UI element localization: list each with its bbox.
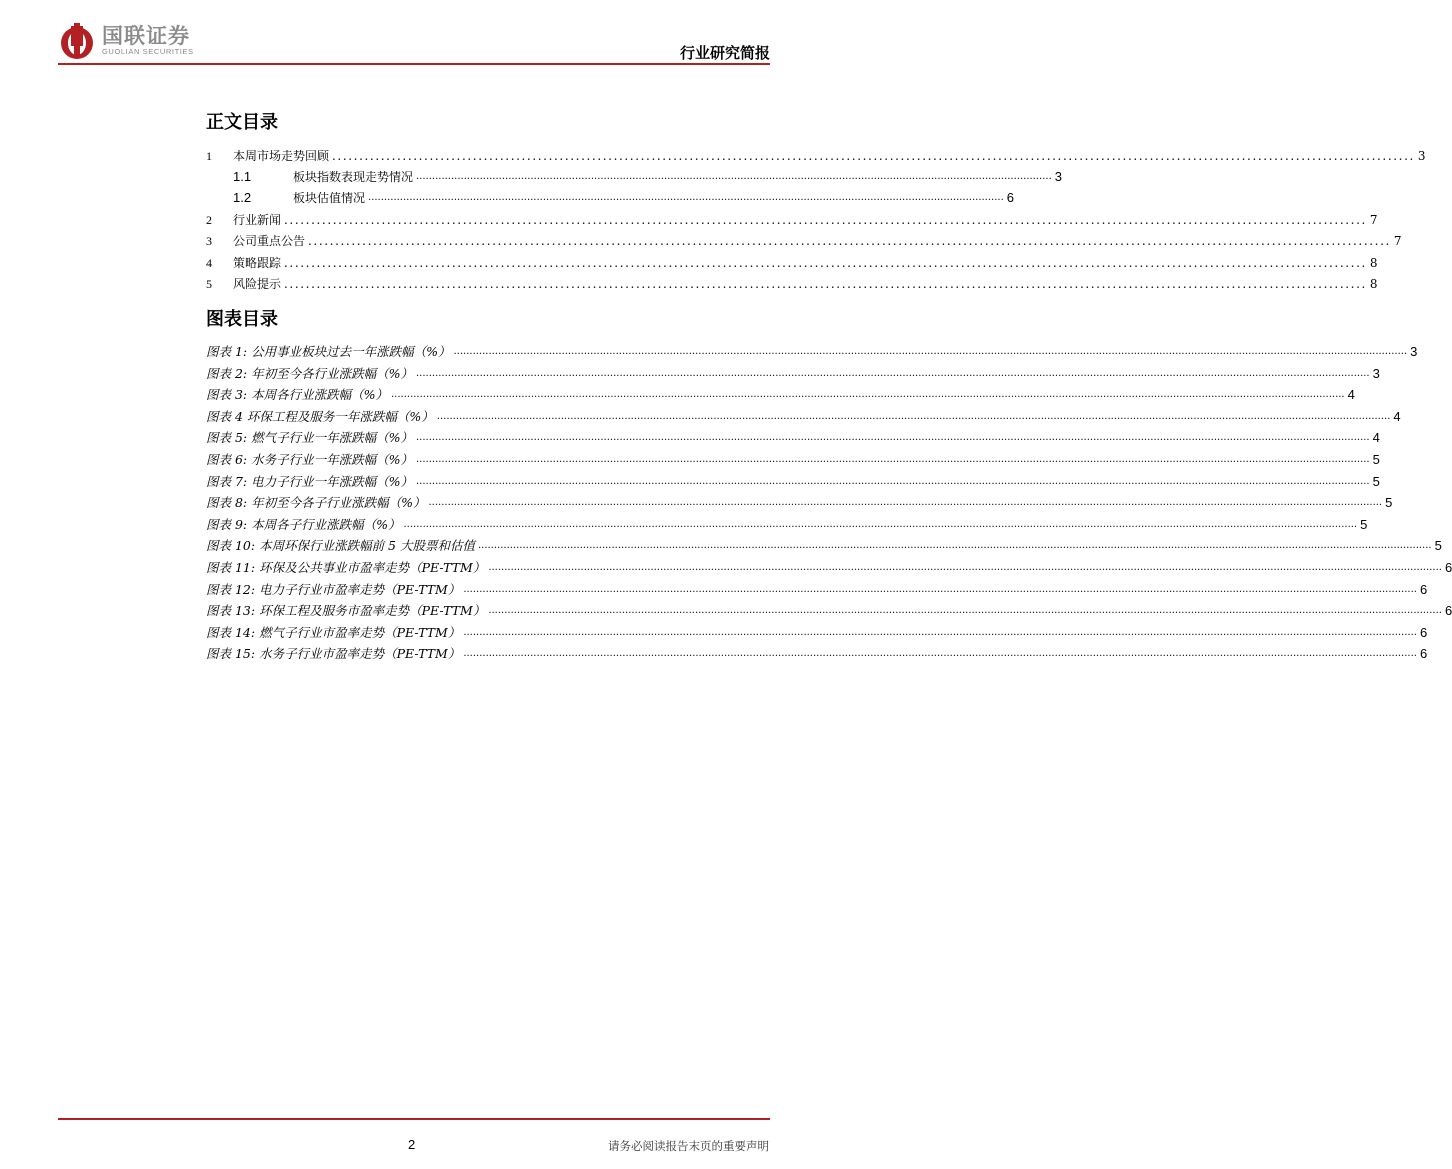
toc-entry-page: 3 <box>1054 169 1062 184</box>
figure-entry-label: 图表 6: 水务子行业一年涨跌幅（%） <box>206 452 413 467</box>
toc-entry-number: 2 <box>206 213 212 227</box>
toc-entry-number: 3 <box>206 234 212 248</box>
figure-leader-dots: ............................................................................................................................................................................................................................................................................................................ <box>416 454 1370 465</box>
figure-entry[interactable] <box>206 383 1355 403</box>
figure-entry[interactable] <box>206 578 1428 598</box>
figure-leader-dots: ............................................................................................................................................................................................................................................................................................................ <box>403 519 1358 530</box>
figure-entry-page: 4 <box>1393 409 1401 424</box>
figure-entry[interactable] <box>206 534 1442 554</box>
toc-entry-label: 本周市场走势回顾 <box>233 149 330 163</box>
figure-entry-page: 4 <box>1347 387 1355 402</box>
figure-leader-dots: ............................................................................................................................................................................................................................................................................................................ <box>488 562 1442 573</box>
figure-leader-dots: ............................................................................................................................................................................................................................................................................................................ <box>463 627 1417 638</box>
toc-entry-label: 策略跟踪 <box>233 256 282 270</box>
toc-entry-number: 5 <box>206 277 212 291</box>
logo-chinese-name: 国联证券 <box>102 23 190 48</box>
toc-entry-label: 行业新闻 <box>233 213 282 227</box>
figure-entry-page: 4 <box>1372 430 1380 445</box>
figure-entry[interactable] <box>206 513 1368 533</box>
toc-entry[interactable] <box>206 272 1378 292</box>
figure-entry-page: 5 <box>1372 452 1380 467</box>
figure-entry-label: 图表 14: 燃气子行业市盈率走势（PE-TTM） <box>206 625 461 640</box>
toc-entry-number: 4 <box>206 256 212 270</box>
figure-entry-page: 3 <box>1410 344 1418 359</box>
figure-entry-label: 图表 2: 年初至今各行业涨跌幅（%） <box>206 366 413 381</box>
report-type: 行业研究简报 <box>679 44 770 62</box>
toc-entry-page: 7 <box>1369 213 1378 227</box>
figure-entry[interactable] <box>206 362 1380 382</box>
page-header <box>58 18 770 66</box>
figure-entry[interactable] <box>206 556 1452 576</box>
toc-entry-page: 3 <box>1417 149 1426 163</box>
toc-entry[interactable] <box>206 208 1378 228</box>
figure-leader-dots: ............................................................................................................................................................................................................................................................................................................ <box>416 368 1370 379</box>
figure-entry-label: 图表 11: 环保及公共事业市盈率走势（PE-TTM） <box>206 560 486 575</box>
figure-entry-page: 6 <box>1419 582 1428 597</box>
figure-entry[interactable] <box>206 448 1380 468</box>
toc-entry-page: 6 <box>1006 190 1014 205</box>
figure-leader-dots: ............................................................................................................................................................................................................................................................................................................ <box>391 389 1345 400</box>
figure-entry-page: 6 <box>1419 646 1428 661</box>
guolian-logo-icon <box>58 21 96 59</box>
figure-leader-dots: ............................................................................................................................................................................................................................................................................................................ <box>463 584 1417 595</box>
figure-entry[interactable] <box>206 621 1428 641</box>
toc-entry-label: 风险提示 <box>233 277 282 291</box>
figure-entry-label: 图表 13: 环保工程及服务市盈率走势（PE-TTM） <box>206 603 486 618</box>
toc-leader-dots: ........................................................................................................................................................................................................ <box>308 234 1391 248</box>
toc-leader-dots: ........................................................................................................................................................................................................ <box>368 192 1004 203</box>
figure-leader-dots: ............................................................................................................................................................................................................................................................................................................ <box>463 648 1417 659</box>
figure-entry-label: 图表 15: 水务子行业市盈率走势（PE-TTM） <box>206 646 461 661</box>
toc-entry[interactable] <box>206 144 1426 164</box>
figure-leader-dots: ............................................................................................................................................................................................................................................................................................................ <box>428 497 1383 508</box>
toc-entry-page: 8 <box>1369 256 1378 270</box>
figure-leader-dots: ............................................................................................................................................................................................................................................................................................................ <box>453 346 1408 357</box>
figure-entry-label: 图表 5: 燃气子行业一年涨跌幅（%） <box>206 430 413 445</box>
figure-leader-dots: ............................................................................................................................................................................................................................................................................................................ <box>436 411 1391 422</box>
toc-entry-number: 1.2 <box>233 190 252 205</box>
page-number: 2 <box>408 1137 416 1152</box>
header-divider <box>58 63 770 65</box>
figure-entry[interactable] <box>206 491 1393 511</box>
toc-entry[interactable] <box>233 165 1062 185</box>
toc-entry-page: 7 <box>1393 234 1402 248</box>
figure-entry[interactable] <box>206 405 1401 425</box>
figures-title: 图表目录 <box>206 309 278 330</box>
figure-leader-dots: ............................................................................................................................................................................................................................................................................................................ <box>477 540 1432 551</box>
toc-entry-page: 8 <box>1369 277 1378 291</box>
figure-entry-page: 5 <box>1434 538 1442 553</box>
footer-divider <box>58 1118 770 1120</box>
toc-entry[interactable] <box>206 251 1378 271</box>
footer-disclaimer: 请务必阅读报告末页的重要声明 <box>608 1139 769 1153</box>
figure-entry-label: 图表 8: 年初至今各子行业涨跌幅（%） <box>206 495 426 510</box>
figure-entry-page: 5 <box>1360 517 1368 532</box>
figure-entry-page: 6 <box>1444 603 1452 618</box>
toc-leader-dots: ........................................................................................................................................................................................................ <box>332 149 1415 163</box>
figure-leader-dots: ............................................................................................................................................................................................................................................................................................................ <box>416 476 1370 487</box>
figure-entry-label: 图表 9: 本周各子行业涨跌幅（%） <box>206 517 401 532</box>
logo-english-name: GUOLIAN SECURITIES <box>102 46 194 56</box>
toc-leader-dots: ........................................................................................................................................................................................................ <box>284 256 1367 270</box>
toc-entry-number: 1 <box>206 149 212 163</box>
toc-entry-number: 1.1 <box>233 169 252 184</box>
company-logo <box>58 20 194 60</box>
figure-entry-page: 3 <box>1372 366 1380 381</box>
figure-entry-label: 图表 7: 电力子行业一年涨跌幅（%） <box>206 474 413 489</box>
toc-entry[interactable] <box>233 186 1014 206</box>
toc-entry-label: 板块估值情况 <box>293 191 366 205</box>
figure-leader-dots: ............................................................................................................................................................................................................................................................................................................ <box>488 605 1442 616</box>
toc-entry-label: 板块指数表现走势情况 <box>293 170 414 184</box>
toc-title: 正文目录 <box>206 112 278 133</box>
figure-entry-label: 图表 4 环保工程及服务一年涨跌幅（%） <box>206 409 434 424</box>
toc-entry[interactable] <box>206 229 1402 249</box>
toc-leader-dots: ........................................................................................................................................................................................................ <box>284 213 1367 227</box>
figure-entry-page: 5 <box>1372 474 1380 489</box>
figure-entry[interactable] <box>206 340 1418 360</box>
figure-entry-label: 图表 12: 电力子行业市盈率走势（PE-TTM） <box>206 582 461 597</box>
figure-entry[interactable] <box>206 426 1380 446</box>
toc-leader-dots: ........................................................................................................................................................................................................ <box>284 277 1367 291</box>
figure-entry-page: 6 <box>1444 560 1452 575</box>
figure-entry[interactable] <box>206 642 1428 662</box>
figure-entry-page: 5 <box>1385 495 1393 510</box>
figure-entry-label: 图表 3: 本周各行业涨跌幅（%） <box>206 387 388 402</box>
toc-leader-dots: ........................................................................................................................................................................................................ <box>416 171 1052 182</box>
figure-entry-label: 图表 10: 本周环保行业涨跌幅前 5 大股票和估值 <box>206 538 475 553</box>
figure-entry-page: 6 <box>1419 625 1428 640</box>
figure-entry[interactable] <box>206 470 1380 490</box>
figure-leader-dots: ............................................................................................................................................................................................................................................................................................................ <box>416 432 1370 443</box>
figure-entry-label: 图表 1: 公用事业板块过去一年涨跌幅（%） <box>206 344 451 359</box>
toc-entry-label: 公司重点公告 <box>233 234 306 248</box>
figure-entry[interactable] <box>206 599 1452 619</box>
